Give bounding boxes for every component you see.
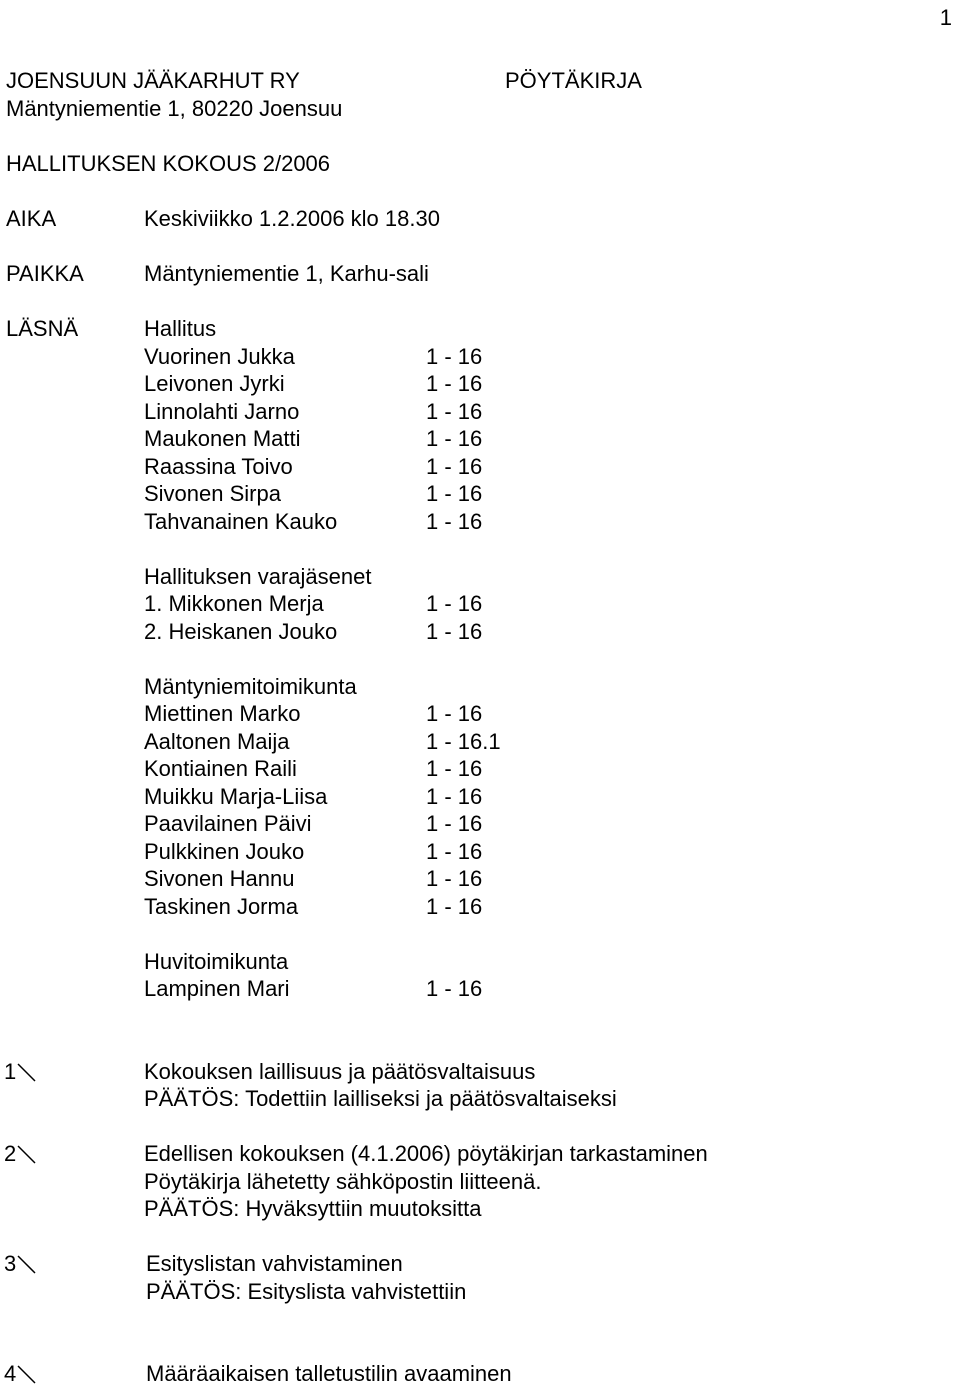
place-value: Mäntyniementie 1, Karhu-sali: [144, 261, 429, 286]
attendee-range: 1 - 16: [426, 591, 483, 616]
document-type: PÖYTÄKIRJA: [505, 68, 642, 93]
attendee-name: Taskinen Jorma: [144, 894, 299, 919]
attendee-range: 1 - 16: [426, 701, 483, 726]
attendee-range: 1 - 16: [426, 509, 483, 534]
attendee-range: 1 - 16: [426, 454, 483, 479]
attendee-range: 1 - 16.1: [426, 729, 501, 754]
attendee-name: Paavilainen Päivi: [144, 811, 312, 836]
entertainment-heading: Huvitoimikunta: [144, 949, 289, 974]
attendee-range: 1 - 16: [426, 811, 483, 836]
present-label: LÄSNÄ: [6, 316, 79, 341]
item-number: 4: [4, 1361, 17, 1386]
attendee-name: Pulkkinen Jouko: [144, 839, 305, 864]
attendee-range: 1 - 16: [426, 399, 483, 424]
page-number: 1: [939, 5, 952, 30]
item-number: 3: [4, 1251, 17, 1276]
time-label: AIKA: [6, 206, 57, 231]
attendee-range: 1 - 16: [426, 344, 483, 369]
attendee-range: 1 - 16: [426, 839, 483, 864]
attendee-name: Vuorinen Jukka: [144, 344, 295, 369]
attendee-name: Kontiainen Raili: [144, 756, 297, 781]
organization-address: Mäntyniementie 1, 80220 Joensuu: [6, 96, 343, 121]
item-heading: Edellisen kokouksen (4.1.2006) pöytäkirjan tarkastaminen: [144, 1141, 708, 1166]
attendee-name: Raassina Toivo: [144, 454, 293, 479]
organization-name: JOENSUUN JÄÄKARHUT RY: [6, 68, 300, 93]
attendee-range: 1 - 16: [426, 371, 483, 396]
attendee-name: 1. Mikkonen Merja: [144, 591, 324, 616]
item-decision: PÄÄTÖS: Hyväksyttiin muutoksitta: [144, 1196, 482, 1221]
meeting-title: HALLITUKSEN KOKOUS 2/2006: [6, 151, 331, 176]
committee-heading: Mäntyniemitoimikunta: [144, 674, 357, 699]
place-label: PAIKKA: [6, 261, 84, 286]
attendee-name: Aaltonen Maija: [144, 729, 290, 754]
bracket-marker-icon: [17, 1250, 45, 1278]
item-heading: Esityslistan vahvistaminen: [146, 1251, 403, 1276]
item-number: 1: [4, 1059, 17, 1084]
attendee-name: Sivonen Hannu: [144, 866, 295, 891]
item-heading: Kokouksen laillisuus ja päätösvaltaisuus: [144, 1059, 536, 1084]
attendee-name: Muikku Marja-Liisa: [144, 784, 328, 809]
attendee-range: 1 - 16: [426, 866, 483, 891]
attendee-range: 1 - 16: [426, 894, 483, 919]
bracket-marker-icon: [17, 1058, 45, 1086]
attendee-range: 1 - 16: [426, 784, 483, 809]
attendee-name: Miettinen Marko: [144, 701, 301, 726]
item-decision: PÄÄTÖS: Todettiin lailliseksi ja päätösvaltaiseksi: [144, 1086, 617, 1111]
item-number: 2: [4, 1141, 17, 1166]
item-note: Pöytäkirja lähetetty sähköpostin liitteenä.: [144, 1169, 542, 1194]
attendee-name: Maukonen Matti: [144, 426, 301, 451]
attendee-range: 1 - 16: [426, 756, 483, 781]
attendee-name: Tahvanainen Kauko: [144, 509, 338, 534]
bracket-marker-icon: [17, 1140, 45, 1168]
attendee-range: 1 - 16: [426, 976, 483, 1001]
bracket-marker-icon: [17, 1360, 45, 1388]
attendee-range: 1 - 16: [426, 481, 483, 506]
item-decision: PÄÄTÖS: Esityslista vahvistettiin: [146, 1279, 467, 1304]
attendee-name: Linnolahti Jarno: [144, 399, 300, 424]
attendee-name: Lampinen Mari: [144, 976, 290, 1001]
item-heading: Määräaikaisen talletustilin avaaminen: [146, 1361, 512, 1386]
board-heading: Hallitus: [144, 316, 217, 341]
deputies-heading: Hallituksen varajäsenet: [144, 564, 372, 589]
attendee-range: 1 - 16: [426, 426, 483, 451]
attendee-name: Sivonen Sirpa: [144, 481, 281, 506]
attendee-name: 2. Heiskanen Jouko: [144, 619, 338, 644]
time-value: Keskiviikko 1.2.2006 klo 18.30: [144, 206, 440, 231]
attendee-range: 1 - 16: [426, 619, 483, 644]
attendee-name: Leivonen Jyrki: [144, 371, 285, 396]
